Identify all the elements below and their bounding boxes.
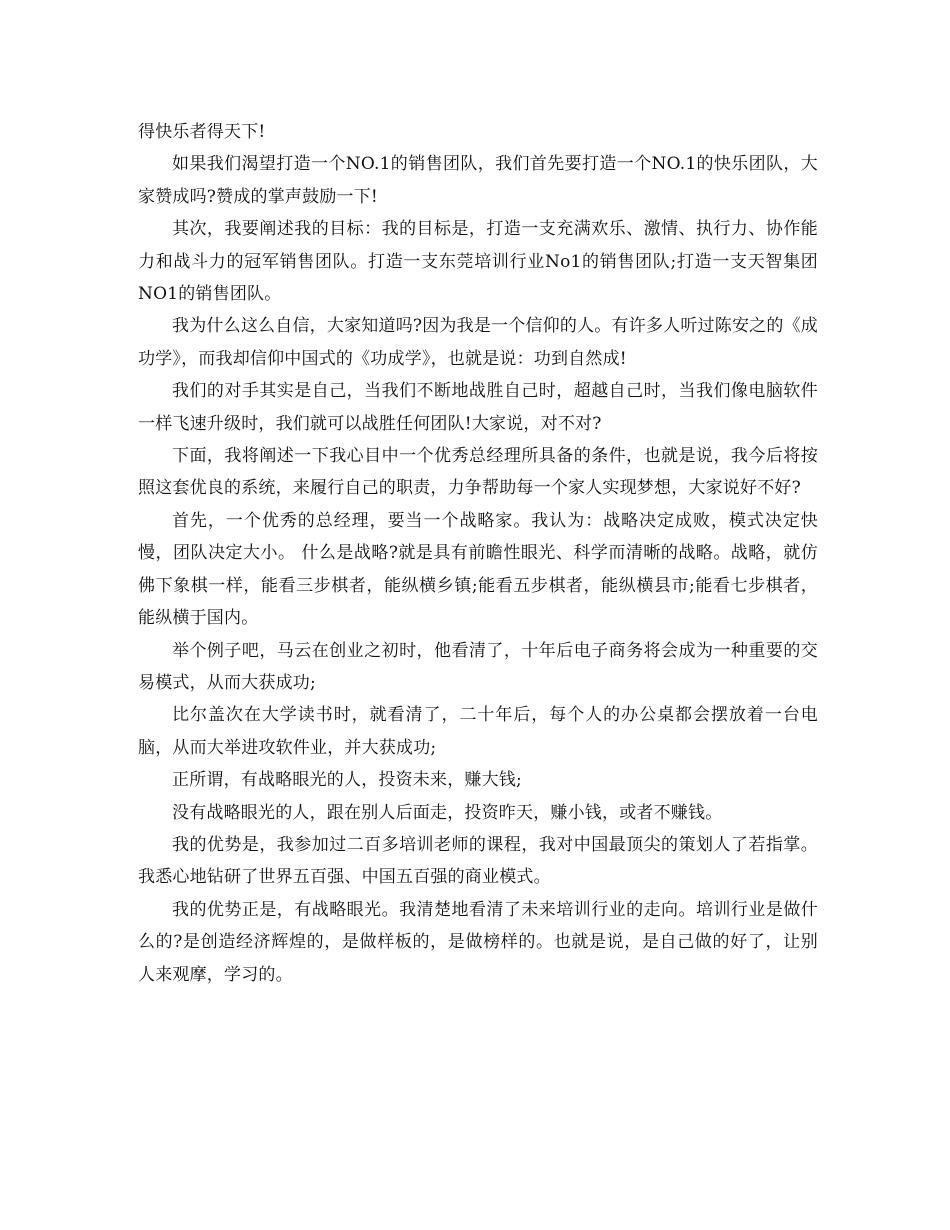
- document-body: [138, 116, 818, 991]
- paragraph: 没有战略眼光的人，跟在别人后面走，投资昨天，赚小钱，或者不赚钱。: [172, 802, 723, 823]
- paragraph: 举个例子吧，马云在创业之初时，他看清了，十年后电子商务将会成为一种重要的交易模式，从而大获成功;: [138, 640, 818, 693]
- paragraph: 我的优势是，我参加过二百多培训老师的课程，我对中国最顶尖的策划人了若指掌。我悉心地钻研了世界五百强、中国五百强的商业模式。: [138, 834, 818, 888]
- paragraph: 其次，我要阐述我的目标：我的目标是，打造一支充满欢乐、激情、执行力、协作能力和战斗力的冠军销售团队。打造一支东莞培训行业No1的销售团队;打造一支天智集团NO1的销售团队。: [138, 219, 818, 305]
- paragraph: 我的优势正是，有战略眼光。我清楚地看清了未来培训行业的走向。培训行业是做什么的?是创造经济辉煌的，是做样板的，是做榜样的。也就是说，是自己做的好了，让别人来观摩，学习的。: [138, 899, 818, 985]
- paragraph: 首先，一个优秀的总经理，要当一个战略家。我认为：战略决定成败，模式决定快慢，团队决定大小。 什么是战略?就是具有前瞻性眼光、科学而清晰的战略。战略，就仿佛下象棋一样，能看三步棋者，能纵横乡镇;能看五步棋者，能纵横县市;能看七步棋者，能纵横于国内。: [138, 510, 818, 629]
- paragraph: 我为什么这么自信，大家知道吗?因为我是一个信仰的人。有许多人听过陈安之的《成功学》，而我却信仰中国式的《功成学》，也就是说：功到自然成!: [138, 316, 818, 369]
- paragraph: 比尔盖次在大学读书时，就看清了，二十年后，每个人的办公桌都会摆放着一台电脑，从而大举进攻软件业，并大获成功;: [138, 705, 818, 758]
- paragraph: 正所谓，有战略眼光的人，投资未来，赚大钱;: [172, 770, 522, 791]
- paragraph: 得快乐者得天下!: [138, 122, 266, 142]
- paragraph: 我们的对手其实是自己，当我们不断地战胜自己时，超越自己时，当我们像电脑软件一样飞速升级时，我们就可以战胜任何团队!大家说，对不对?: [138, 381, 818, 434]
- paragraph: 下面，我将阐述一下我心目中一个优秀总经理所具备的条件，也就是说，我今后将按照这套优良的系统，来履行自己的职责，力争帮助每一个家人实现梦想，大家说好不好?: [138, 446, 818, 499]
- paragraph: 如果我们渴望打造一个NO.1的销售团队，我们首先要打造一个NO.1的快乐团队，大家赞成吗?赞成的掌声鼓励一下!: [138, 154, 818, 207]
